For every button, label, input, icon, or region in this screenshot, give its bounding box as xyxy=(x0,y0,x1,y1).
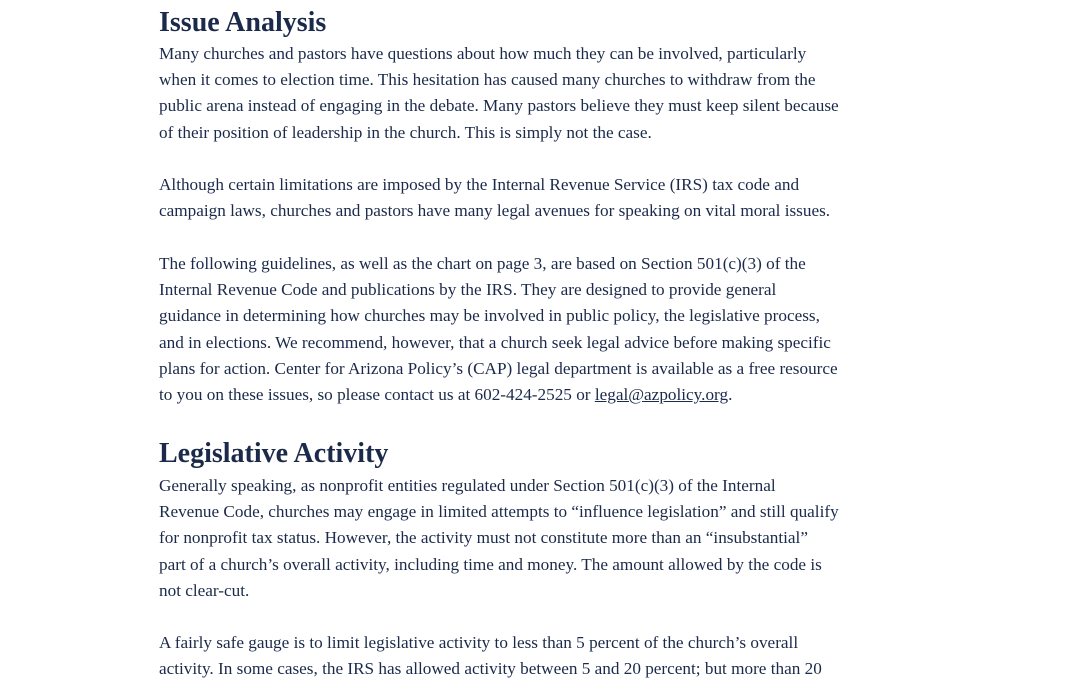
text-line: for nonprofit tax status. However, the activity must not constitute more than an “insubstantial” xyxy=(159,528,808,548)
legislative-activity-paragraph-2 xyxy=(159,630,822,682)
issue-analysis-paragraph-3 xyxy=(159,251,838,408)
text-line: Although certain limitations are imposed by the Internal Revenue Service (IRS) tax code and xyxy=(159,175,800,194)
contact-text: to you on these issues, so please contact us at 602-424-2525 or xyxy=(159,385,595,405)
text-line: plans for action. Center for Arizona Policy’s (CAP) legal department is available as a free resource xyxy=(159,358,838,378)
issue-analysis-paragraph-1 xyxy=(159,41,839,146)
text-line xyxy=(159,382,838,408)
period-text: . xyxy=(728,385,733,405)
text-line: campaign laws, churches and pastors have many legal avenues for speaking on vital moral issues. xyxy=(159,201,831,221)
text-line: public arena instead of engaging in the debate. Many pastors believe they must keep silent because xyxy=(159,96,839,116)
section-heading-legislative-activity: Legislative Activity xyxy=(159,438,389,469)
legislative-activity-paragraph-1 xyxy=(159,473,839,604)
text-line: activity. In some cases, the IRS has allowed activity between 5 and 20 percent; but more than 20 xyxy=(159,659,822,679)
text-line: A fairly safe gauge is to limit legislative activity to less than 5 percent of the church’s overall xyxy=(159,633,799,652)
section-heading-issue-analysis: Issue Analysis xyxy=(159,7,327,38)
text-line: guidance in determining how churches may be involved in public policy, the legislative process, xyxy=(159,306,820,326)
text-line: Internal Revenue Code and publications by the IRS. They are designed to provide general xyxy=(159,280,777,300)
legal-email-link[interactable]: legal@azpolicy.org xyxy=(594,385,729,405)
text-line: not clear-cut. xyxy=(159,580,250,600)
text-line: of their position of leadership in the church. This is simply not the case. xyxy=(159,122,652,142)
text-line: when it comes to election time. This hesitation has caused many churches to withdraw from the xyxy=(159,70,816,90)
text-line: Many churches and pastors have questions about how much they can be involved, particularly xyxy=(159,44,807,63)
text-line: and in elections. We recommend, however, that a church seek legal advice before making specific xyxy=(159,332,831,352)
text-line: Revenue Code, churches may engage in limited attempts to “influence legislation” and still qualify xyxy=(159,502,839,522)
text-line: The following guidelines, as well as the chart on page 3, are based on Section 501(c)(3) of the xyxy=(159,254,806,273)
text-line: Generally speaking, as nonprofit entities regulated under Section 501(c)(3) of the Internal xyxy=(159,476,776,495)
issue-analysis-paragraph-2 xyxy=(159,172,830,224)
text-line: part of a church’s overall activity, including time and money. The amount allowed by the code is xyxy=(159,554,822,574)
